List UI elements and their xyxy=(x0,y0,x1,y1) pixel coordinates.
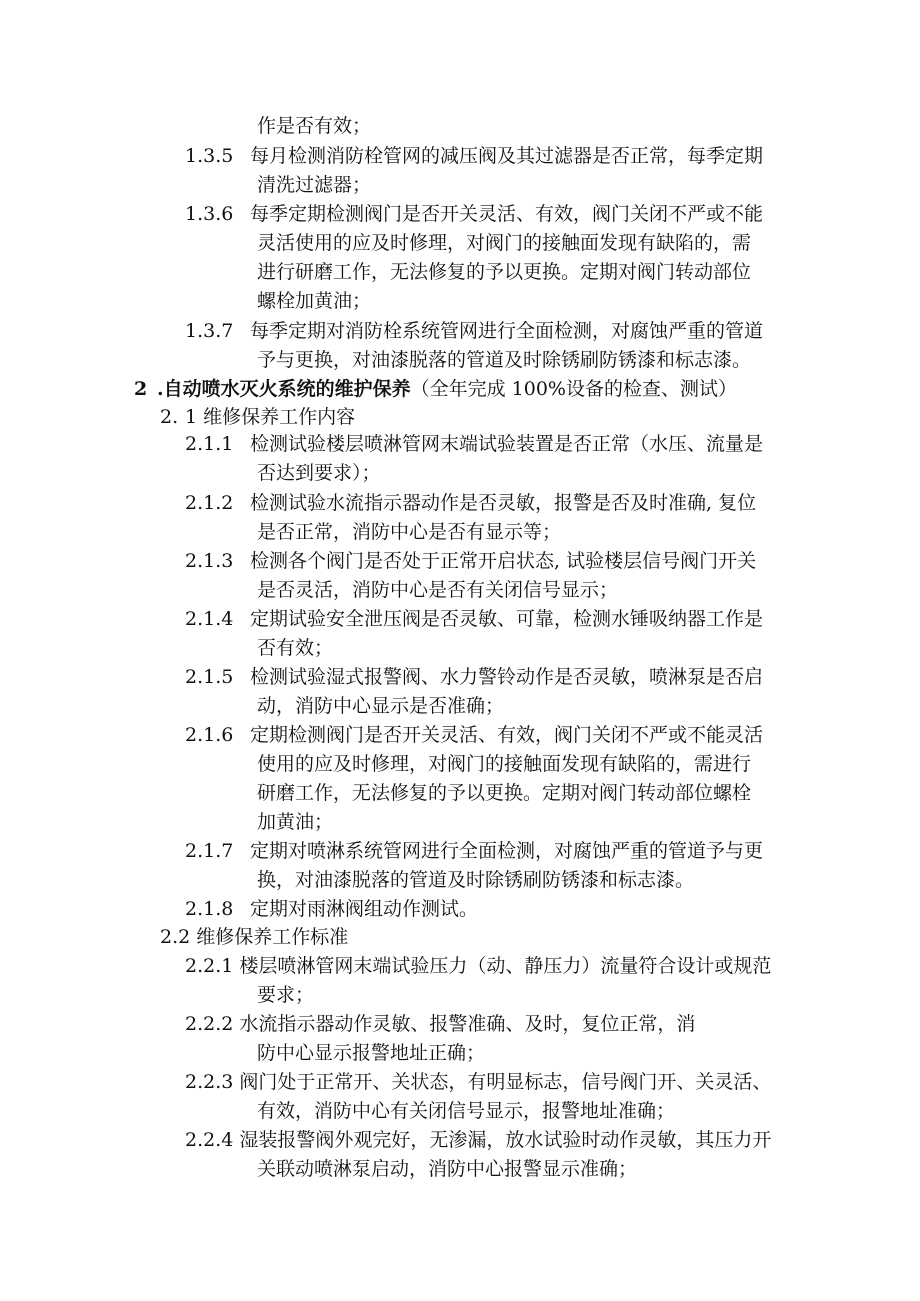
item-1-3-7-line-1: 每季定期对消防栓系统管网进行全面检测，对腐蚀严重的管道 xyxy=(250,320,764,342)
item-2-1-6-line-2: 使用的应及时修理，对阀门的接触面发现有缺陷的，需进行 xyxy=(257,753,752,775)
section-2-1-number: 2. xyxy=(160,406,179,428)
section-2-1-title: 1 维修保养工作内容 xyxy=(185,406,356,428)
item-2-1-6-line-4: 加黄油； xyxy=(257,811,334,833)
item-number-2-1-4: 2.1.4 xyxy=(185,608,234,630)
item-2-2-1-line-2: 要求； xyxy=(257,984,315,1006)
item-1-3-6-line-2: 灵活使用的应及时修理，对阀门的接触面发现有缺陷的，需 xyxy=(257,232,752,254)
item-2-2-3-line-2: 有效，消防中心有关闭信号显示，报警地址准确； xyxy=(257,1100,676,1122)
item-2-2-1-line-1: 2.2.1 楼层喷淋管网末端试验压力（动、静压力）流量符合设计或规范 xyxy=(185,955,772,977)
item-2-1-2-line-2: 是否正常，消防中心是否有显示等； xyxy=(257,521,562,543)
item-2-2-2-line-1: 2.2.2 水流指示器动作灵敏、报警准确、及时，复位正常，消 xyxy=(185,1013,696,1035)
item-2-1-2-line-1: 检测试验水流指示器动作是否灵敏，报警是否及时准确, 复位 xyxy=(250,492,757,514)
section-2-note: （全年完成 100%设备的检查、测试） xyxy=(410,378,737,400)
item-1-3-5-line-1: 每月检测消防栓管网的减压阀及其过滤器是否正常，每季定期 xyxy=(250,145,764,167)
item-1-3-7-line-2: 予与更换，对油漆脱落的管道及时除锈刷防锈漆和标志漆。 xyxy=(257,349,752,371)
item-2-2-4-line-1: 2.2.4 湿装报警阀外观完好，无渗漏，放水试验时动作灵敏，其压力开 xyxy=(185,1129,772,1151)
item-1-3-4-line-2: 作是否有效； xyxy=(257,115,372,137)
item-2-1-1-line-2: 否达到要求）； xyxy=(257,462,381,484)
item-2-1-4-line-1: 定期试验安全泄压阀是否灵敏、可靠，检测水锤吸纳器工作是 xyxy=(250,608,764,630)
section-2-heading xyxy=(157,376,737,402)
item-2-2-2-line-2: 防中心显示报警地址正确； xyxy=(257,1042,486,1064)
item-number-1-3-6: 1.3.6 xyxy=(185,203,234,225)
section-2-title: .自动喷水灭火系统的维护保养 xyxy=(157,378,411,400)
section-2-2-title: 2.2 维修保养工作标准 xyxy=(160,926,349,948)
item-1-3-6-line-3: 进行研磨工作，无法修复的予以更换。定期对阀门转动部位 xyxy=(257,261,752,283)
item-2-1-6-line-3: 研磨工作，无法修复的予以更换。定期对阀门转动部位螺栓 xyxy=(257,782,752,804)
section-2-number: 2 xyxy=(134,378,148,400)
item-number-2-1-8: 2.1.8 xyxy=(185,898,234,920)
item-1-3-6-line-1: 每季定期检测阀门是否开关灵活、有效，阀门关闭不严或不能 xyxy=(250,203,764,225)
item-2-2-3-line-1: 2.2.3 阀门处于正常开、关状态，有明显标志，信号阀门开、关灵活、 xyxy=(185,1071,772,1093)
item-number-2-1-2: 2.1.2 xyxy=(185,492,234,514)
item-2-1-5-line-1: 检测试验湿式报警阀、水力警铃动作是否灵敏，喷淋泵是否启 xyxy=(250,666,764,688)
item-number-1-3-5: 1.3.5 xyxy=(185,145,234,167)
item-number-2-1-7: 2.1.7 xyxy=(185,840,234,862)
item-number-1-3-7: 1.3.7 xyxy=(185,320,234,342)
item-number-2-1-6: 2.1.6 xyxy=(185,724,234,746)
item-2-1-8-line-1: 定期对雨淋阀组动作测试。 xyxy=(250,898,479,920)
item-2-1-1-line-1: 检测试验楼层喷淋管网末端试验装置是否正常（水压、流量是 xyxy=(250,433,764,455)
item-1-3-6-line-4: 螺栓加黄油； xyxy=(257,290,372,312)
item-number-2-1-1: 2.1.1 xyxy=(185,433,234,455)
item-2-1-7-line-2: 换，对油漆脱落的管道及时除锈刷防锈漆和标志漆。 xyxy=(257,869,695,891)
item-2-1-4-line-2: 否有效； xyxy=(257,637,334,659)
item-2-1-7-line-1: 定期对喷淋系统管网进行全面检测，对腐蚀严重的管道予与更 xyxy=(250,840,764,862)
item-2-1-3-line-1: 检测各个阀门是否处于正常开启状态, 试验楼层信号阀门开关 xyxy=(250,550,757,572)
item-2-1-3-line-2: 是否灵活，消防中心是否有关闭信号显示； xyxy=(257,579,619,601)
item-number-2-1-3: 2.1.3 xyxy=(185,550,234,572)
item-1-3-5-line-2: 清洗过滤器； xyxy=(257,174,372,196)
item-number-2-1-5: 2.1.5 xyxy=(185,666,234,688)
item-2-2-4-line-2: 关联动喷淋泵启动，消防中心报警显示准确； xyxy=(257,1158,638,1180)
item-2-1-6-line-1: 定期检测阀门是否开关灵活、有效，阀门关闭不严或不能灵活 xyxy=(250,724,764,746)
item-2-1-5-line-2: 动，消防中心显示是否准确； xyxy=(257,695,505,717)
